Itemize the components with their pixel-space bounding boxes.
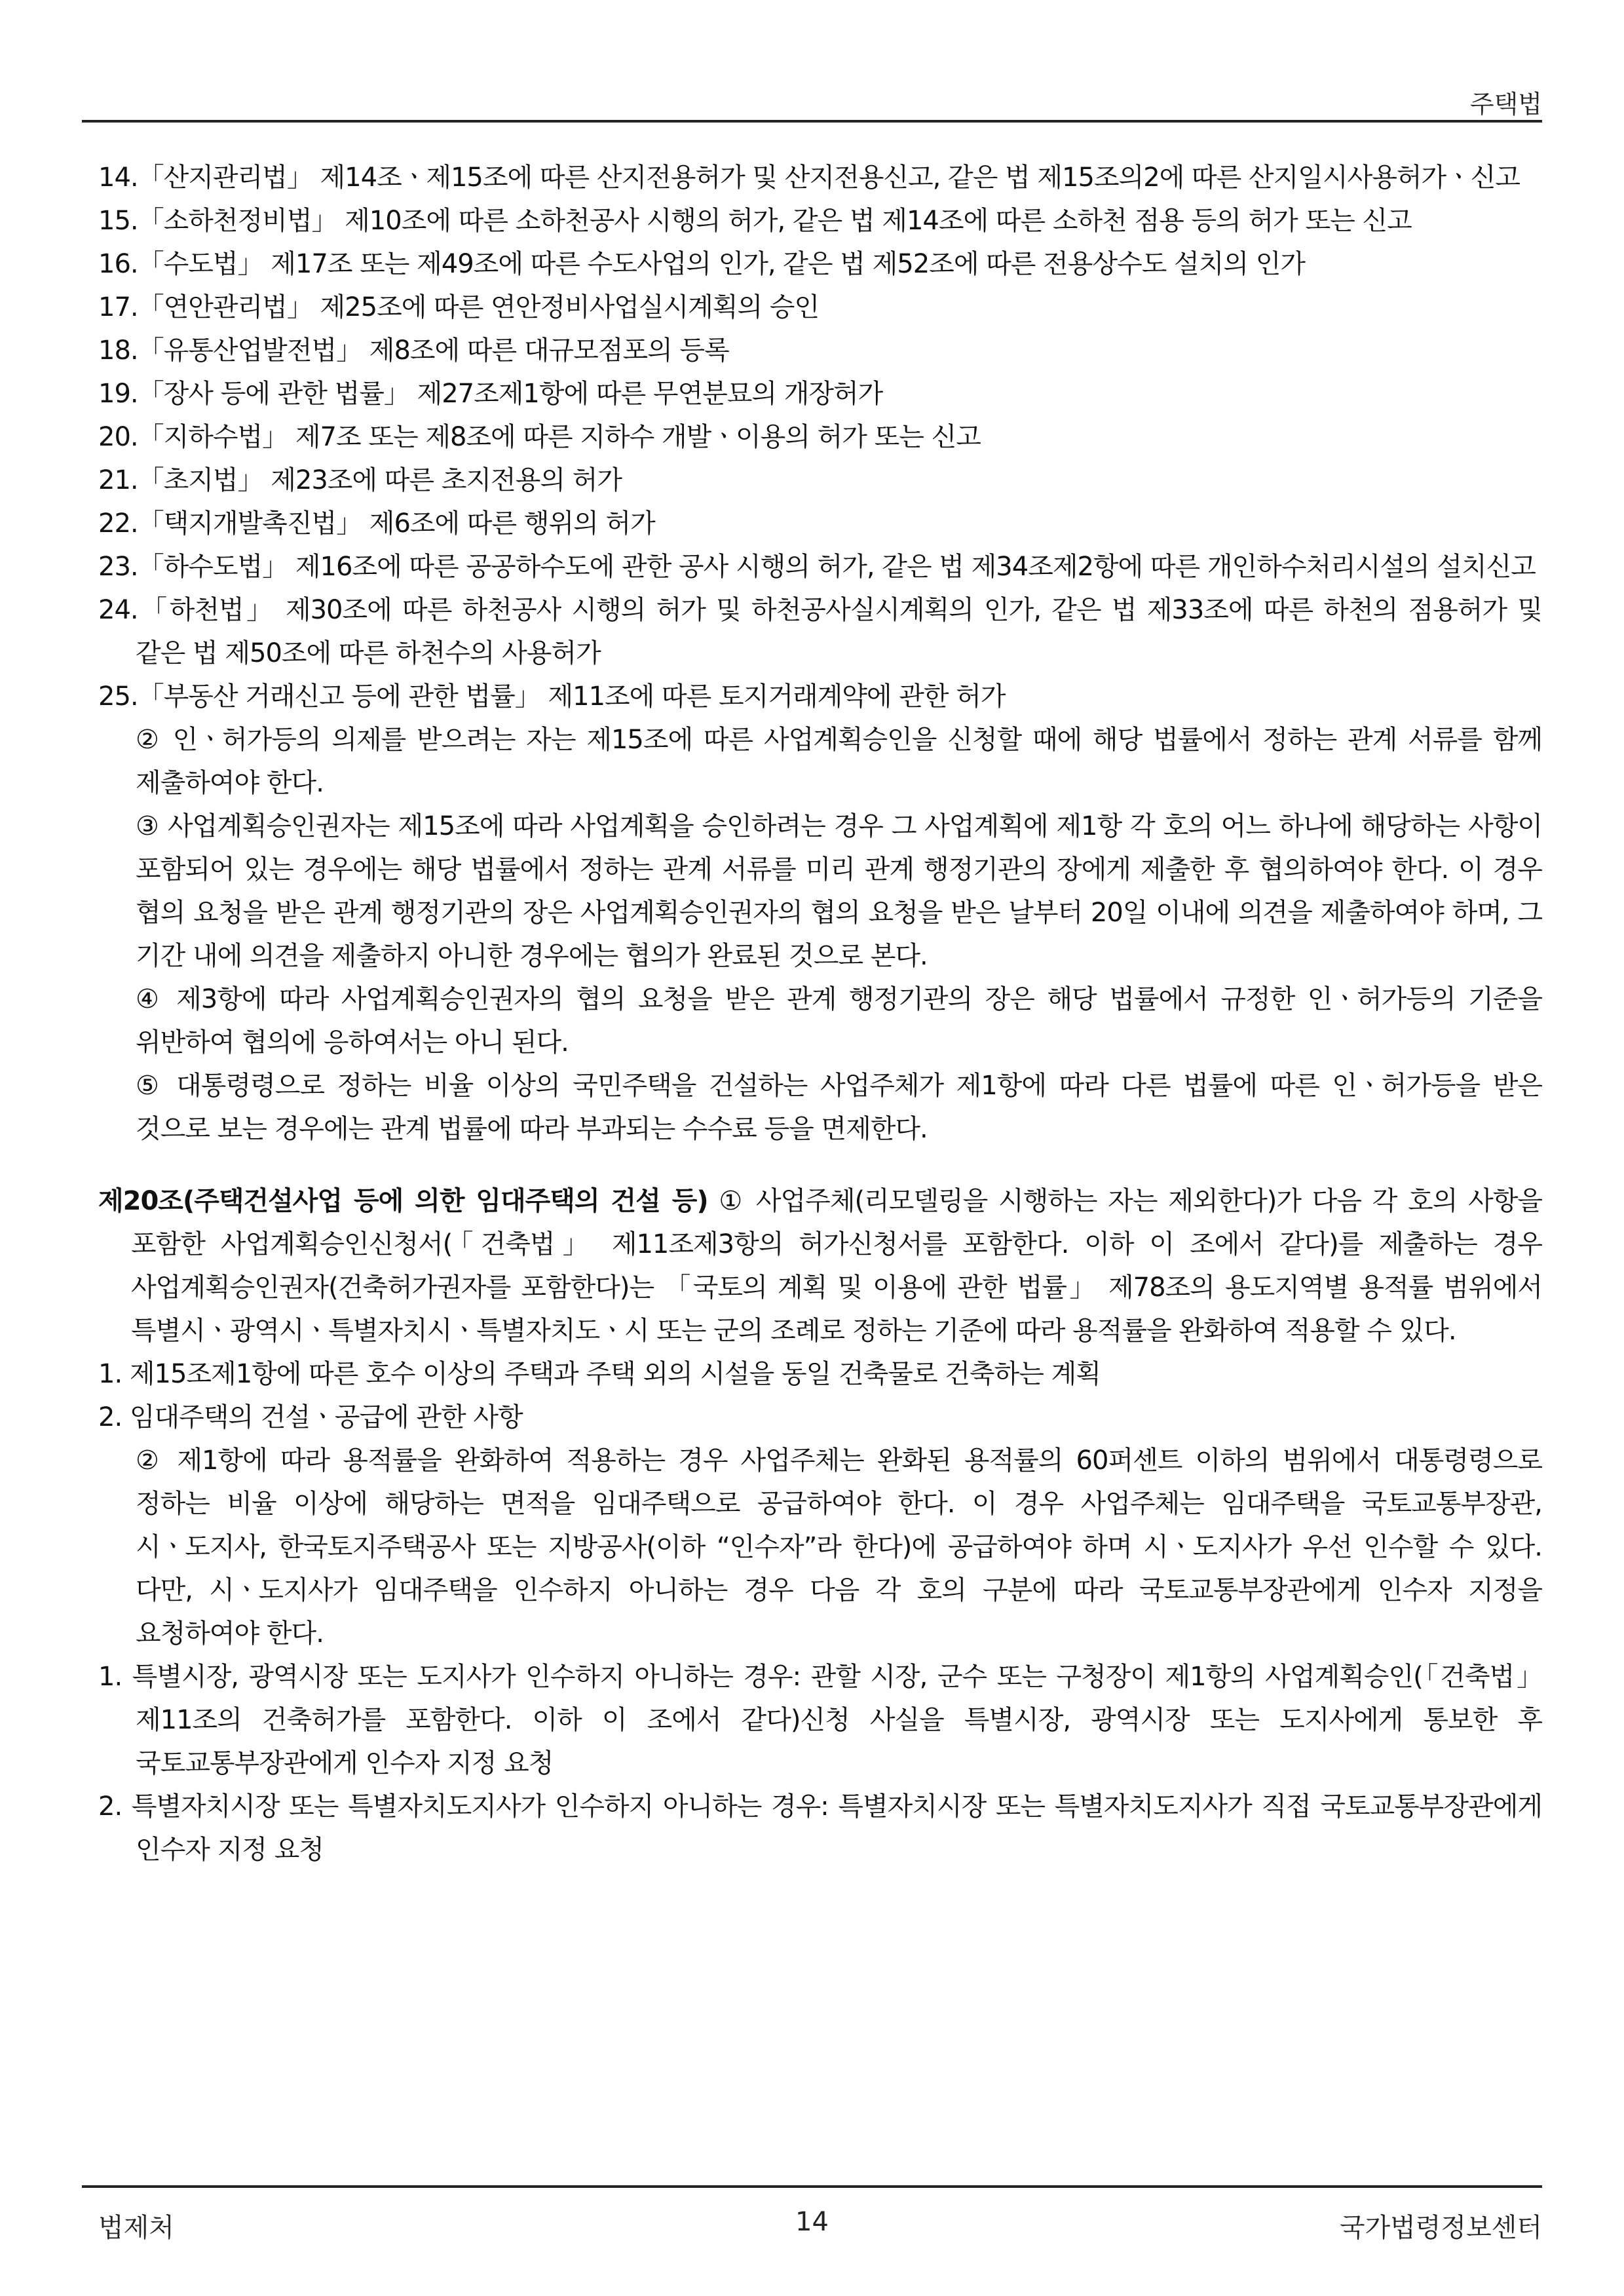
paragraph: ③ 사업계획승인권자는 제15조에 따라 사업계획을 승인하려는 경우 그 사업계획에 제1항 각 호의 어느 하나에 해당하는 사항이 포함되어 있는 경우에는 해당 법률에서 정하는 관계 서류를 미리 관계 행정기관의 장에게 제출한 후 협의하여야 한다. 이 경우 협의 요청을 받은 관계 행정기관의 장은 사업계획승인권자의 협의 요청을 받은 날부터 20일 이내에 의견을 제출하여야 하며, 그 기간 내에 의견을 제출하지 아니한 경우에는 협의가 완료된 것으로 본다. [136, 811, 1542, 971]
list-item: 22.「택지개발촉진법」 제6조에 따른 행위의 허가 [98, 508, 655, 539]
list-item: 1. 제15조제1항에 따른 호수 이상의 주택과 주택 외의 시설을 동일 건축물로 건축하는 계획 [98, 1359, 1101, 1389]
list-item: 25.「부동산 거래신고 등에 관한 법률」 제11조에 따른 토지거래계약에 관한 허가 [98, 681, 1006, 712]
list-item: 19.「장사 등에 관한 법률」 제27조제1항에 따른 무연분묘의 개장허가 [98, 379, 883, 409]
footer-rule [82, 2185, 1542, 2188]
paragraph: ④ 제3항에 따라 사업계획승인권자의 협의 요청을 받은 관계 행정기관의 장은 해당 법률에서 규정한 인ㆍ허가등의 기준을 위반하여 협의에 응하여서는 아니 된다. [136, 984, 1542, 1058]
list-item: 21.「초지법」 제23조에 따른 초지전용의 허가 [98, 465, 622, 495]
paragraph: ② 제1항에 따라 용적률을 완화하여 적용하는 경우 사업주체는 완화된 용적률의 60퍼센트 이하의 범위에서 대통령령으로 정하는 비율 이상에 해당하는 면적을 임대주택으로 공급하여야 한다. 이 경우 사업주체는 임대주택을 국토교통부장관, 시ㆍ도지사, 한국토지주택공사 또는 지방공사(이하 “인수자”라 한다)에 공급하여야 하며 시ㆍ도지사가 우선 인수할 수 있다. 다만, 시ㆍ도지사가 임대주택을 인수하지 아니하는 경우 다음 각 호의 구분에 따라 국토교통부장관에게 인수자 지정을 요청하여야 한다. [136, 1445, 1542, 1649]
paragraph: ② 인ㆍ허가등의 의제를 받으려는 자는 제15조에 따른 사업계획승인을 신청할 때에 해당 법률에서 정하는 관계 서류를 함께 제출하여야 한다. [136, 725, 1542, 798]
footer-publisher: 법제처 [98, 2213, 174, 2243]
article-20 [98, 1179, 1542, 1352]
list-item: 1. 특별시장, 광역시장 또는 도지사가 인수하지 아니하는 경우: 관할 시장, 군수 또는 구청장이 제1항의 사업계획승인(「건축법」 제11조의 건축허가를 포함한다. 이하 이 조에서 같다)신청 사실을 특별시장, 광역시장 또는 도지사에게 통보한 후 국토교통부장관에게 인수자 지정 요청 [98, 1662, 1542, 1778]
list-item: 20.「지하수법」 제7조 또는 제8조에 따른 지하수 개발ㆍ이용의 허가 또는 신고 [98, 422, 981, 452]
page-number: 14 [795, 2207, 829, 2237]
list-item: 23.「하수도법」 제16조에 따른 공공하수도에 관한 공사 시행의 허가, 같은 법 제34조제2항에 따른 개인하수처리시설의 설치신고 [98, 552, 1536, 582]
header-rule [82, 120, 1542, 123]
list-item: 24.「하천법」 제30조에 따른 하천공사 시행의 허가 및 하천공사실시계획의 인가, 같은 법 제33조에 따른 하천의 점용허가 및 같은 법 제50조에 따른 하천수의 사용허가 [98, 595, 1542, 668]
page-header-title: 주택법 [1469, 90, 1542, 119]
list-item: 16.「수도법」 제17조 또는 제49조에 따른 수도사업의 인가, 같은 법 제52조에 따른 전용상수도 설치의 인가 [98, 249, 1305, 279]
document-body [98, 156, 1542, 1871]
article-title: 제20조(주택건설사업 등에 의한 임대주택의 건설 등) [98, 1186, 708, 1216]
list-item: 2. 특별자치시장 또는 특별자치도지사가 인수하지 아니하는 경우: 특별자치시장 또는 특별자치도지사가 직접 국토교통부장관에게 인수자 지정 요청 [98, 1791, 1542, 1865]
article-body: ① 사업주체(리모델링을 시행하는 자는 제외한다)가 다음 각 호의 사항을 포함한 사업계획승인신청서(「건축법」 제11조제3항의 허가신청서를 포함한다. 이하 이 조에서 같다)를 제출하는 경우 사업계획승인권자(건축허가권자를 포함한다)는 「국토의 계획 및 이용에 관한 법률」 제78조의 용도지역별 용적률 범위에서 특별시ㆍ광역시ㆍ특별자치시ㆍ특별자치도ㆍ시 또는 군의 조례로 정하는 기준에 따라 용적률을 완화하여 적용할 수 있다. [131, 1186, 1542, 1346]
list-item: 17.「연안관리법」 제25조에 따른 연안정비사업실시계획의 승인 [98, 292, 820, 322]
list-item: 14.「산지관리법」 제14조ㆍ제15조에 따른 산지전용허가 및 산지전용신고, 같은 법 제15조의2에 따른 산지일시사용허가ㆍ신고 [98, 163, 1520, 193]
list-item: 18.「유통산업발전법」 제8조에 따른 대규모점포의 등록 [98, 335, 729, 366]
paragraph: ⑤ 대통령령으로 정하는 비율 이상의 국민주택을 건설하는 사업주체가 제1항에 따라 다른 법률에 따른 인ㆍ허가등을 받은 것으로 보는 경우에는 관계 법률에 따라 부과되는 수수료 등을 면제한다. [136, 1071, 1542, 1144]
list-item: 15.「소하천정비법」 제10조에 따른 소하천공사 시행의 허가, 같은 법 제14조에 따른 소하천 점용 등의 허가 또는 신고 [98, 206, 1412, 236]
footer-source: 국가법령정보센터 [1339, 2213, 1542, 2243]
list-item: 2. 임대주택의 건설ㆍ공급에 관한 사항 [98, 1402, 523, 1432]
